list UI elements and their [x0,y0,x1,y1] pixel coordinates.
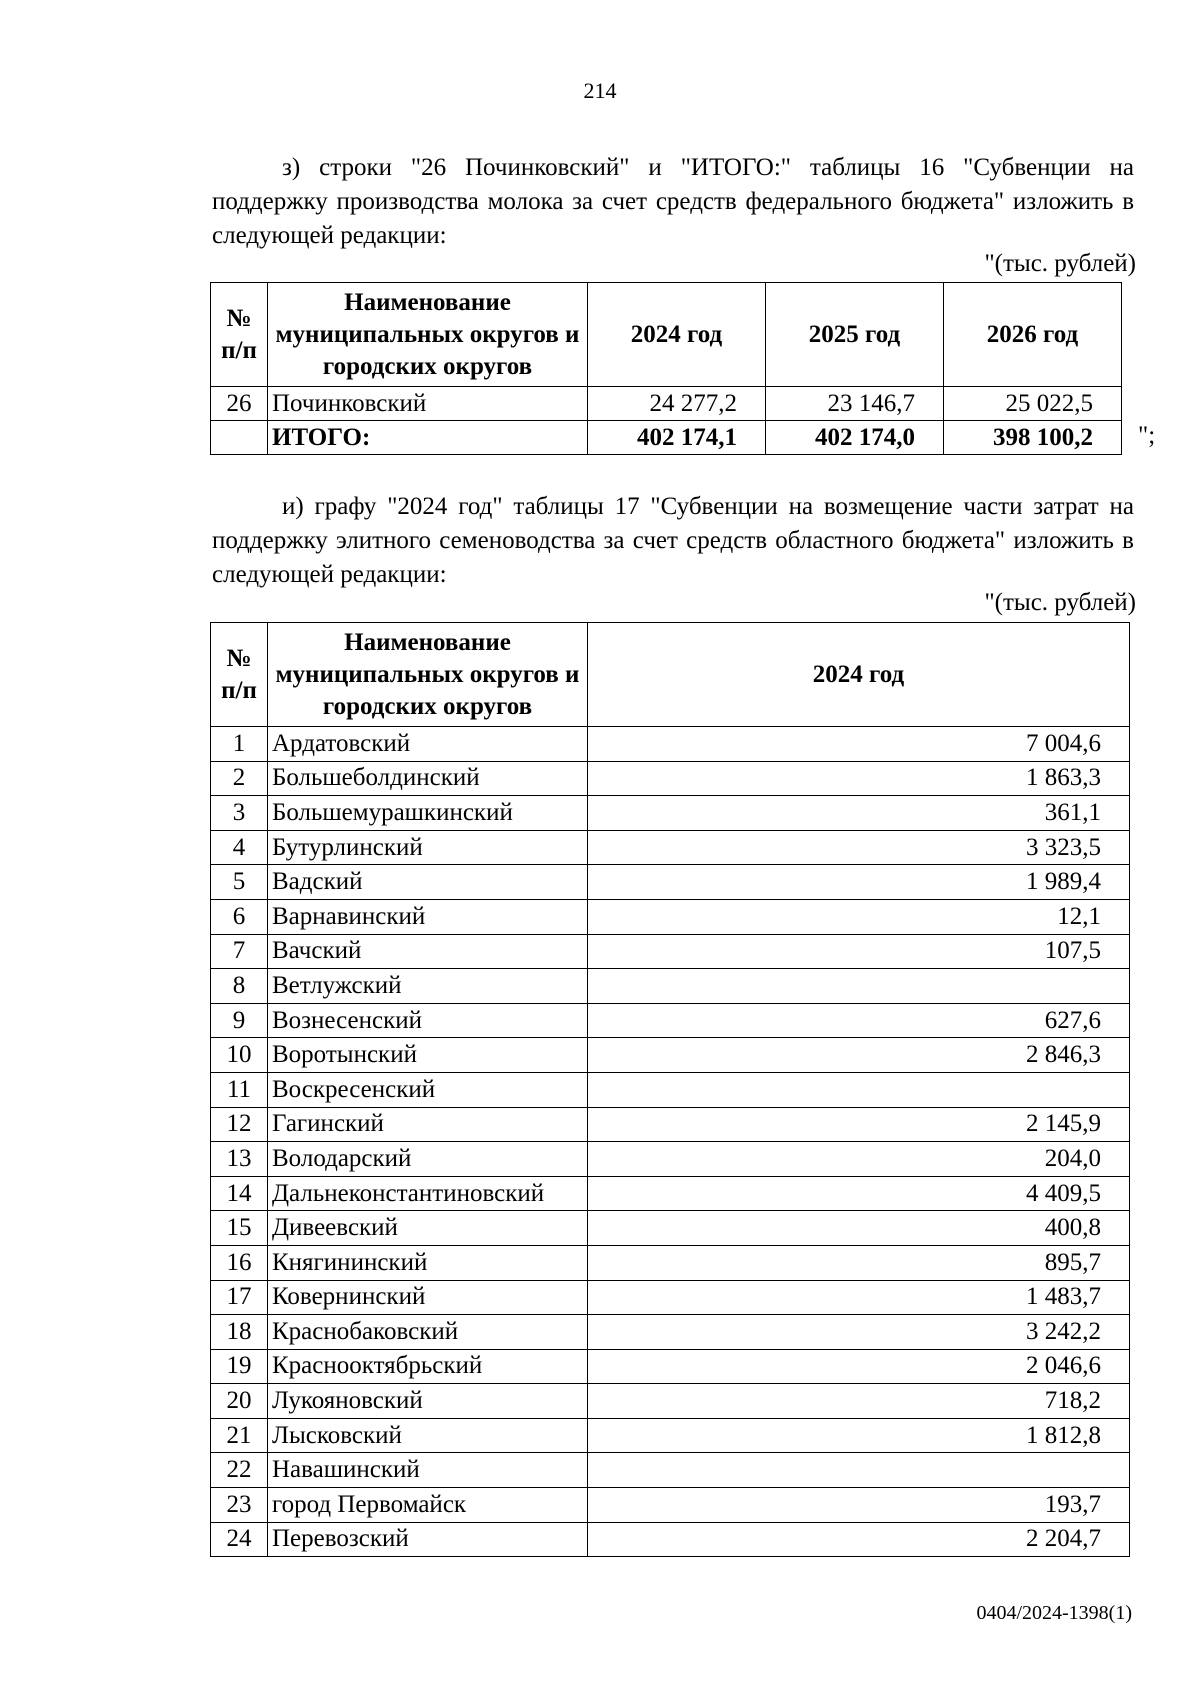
row-name: Починковский [268,387,588,421]
table-row [211,1315,1130,1350]
row-2024: 2 145,9 [588,1107,1130,1142]
row-2025: 23 146,7 [766,387,944,421]
row-name: Лукояновский [268,1384,588,1419]
table-row [211,1211,1130,1246]
table-row [211,727,1130,762]
header-num: № п/п [211,283,268,387]
row-number: 26 [211,387,268,421]
row-2024: 12,1 [588,899,1130,934]
document-code: 0404/2024-1398(1) [976,1602,1132,1624]
header-2024: 2024 год [588,283,766,387]
row-2026: 398 100,2 [944,421,1122,455]
row-number: 24 [211,1522,268,1557]
table-row [211,969,1130,1004]
row-number: 19 [211,1349,268,1384]
row-number: 2 [211,761,268,796]
table-row [211,899,1130,934]
row-name: Вознесенский [268,1003,588,1038]
row-2024: 2 204,7 [588,1522,1130,1557]
row-name: Гагинский [268,1107,588,1142]
header-2025: 2025 год [766,283,944,387]
table-row [211,934,1130,969]
section-i-text: и) графу "2024 год" таблицы 17 "Субвенции на возмещение части затрат на поддержку элитного семеноводства за счет средств областного бюджета" изложить в следующей редакции: [212,493,1134,588]
row-2024: 1 483,7 [588,1280,1130,1315]
section-z-text: з) строки "26 Починковский" и "ИТОГО:" таблицы 16 "Субвенции на поддержку производства молока за счет средств федерального бюджета" изложить в следующей редакции: [212,154,1134,249]
row-number: 7 [211,934,268,969]
row-2024: 627,6 [588,1003,1130,1038]
row-2024: 402 174,1 [588,421,766,455]
table-row [211,830,1130,865]
row-2024: 2 046,6 [588,1349,1130,1384]
row-2025: 402 174,0 [766,421,944,455]
row-number: 13 [211,1142,268,1177]
row-2024: 361,1 [588,796,1130,831]
table-row [211,1453,1130,1488]
row-2024: 1 863,3 [588,761,1130,796]
row-2024: 2 846,3 [588,1038,1130,1073]
header-2024: 2024 год [588,623,1130,727]
row-2024: 24 277,2 [588,387,766,421]
row-name: Лысковский [268,1418,588,1453]
table-row [211,1522,1130,1557]
table-row [211,761,1130,796]
row-name: город Первомайск [268,1488,588,1523]
row-2026: 25 022,5 [944,387,1122,421]
row-2024: 3 323,5 [588,830,1130,865]
row-number: 3 [211,796,268,831]
row-2024: 1 989,4 [588,865,1130,900]
row-number: 8 [211,969,268,1004]
row-2024 [588,969,1130,1004]
table-row [211,1142,1130,1177]
table-row [211,1107,1130,1142]
table-row [211,865,1130,900]
row-name: Большемурашкинский [268,796,588,831]
section-i-units: "(тыс. рублей) [984,589,1136,616]
row-number: 23 [211,1488,268,1523]
row-2024: 895,7 [588,1245,1130,1280]
row-name: Краснобаковский [268,1315,588,1350]
table-row [211,421,1122,455]
row-number: 17 [211,1280,268,1315]
row-name: ИТОГО: [268,421,588,455]
row-2024: 7 004,6 [588,727,1130,762]
closing-quote: "; [1138,422,1156,449]
header-name: Наименование муниципальных округов и городских округов [268,623,588,727]
row-name: Княгининский [268,1245,588,1280]
row-number: 15 [211,1211,268,1246]
row-name: Вачский [268,934,588,969]
row-number: 9 [211,1003,268,1038]
table-row [211,1176,1130,1211]
row-name: Володарский [268,1142,588,1177]
row-number: 6 [211,899,268,934]
table-row [211,1003,1130,1038]
table-row [211,1280,1130,1315]
table-header-row [211,623,1130,727]
header-num: № п/п [211,623,268,727]
row-name: Воскресенский [268,1072,588,1107]
row-number: 10 [211,1038,268,1073]
header-2026: 2026 год [944,283,1122,387]
table-row [211,387,1122,421]
section-z-units: "(тыс. рублей) [984,250,1136,277]
row-name: Ардатовский [268,727,588,762]
row-2024: 400,8 [588,1211,1130,1246]
row-name: Ветлужский [268,969,588,1004]
table-row [211,1349,1130,1384]
row-name: Дальнеконстантиновский [268,1176,588,1211]
row-number: 5 [211,865,268,900]
row-name: Вадский [268,865,588,900]
page-number: 214 [583,78,617,103]
row-2024 [588,1453,1130,1488]
row-number: 4 [211,830,268,865]
table-header-row [211,283,1122,387]
row-name: Краснооктябрьский [268,1349,588,1384]
row-number: 22 [211,1453,268,1488]
table-row [211,1488,1130,1523]
row-name: Перевозский [268,1522,588,1557]
table-row [211,1072,1130,1107]
row-name: Воротынский [268,1038,588,1073]
row-number: 14 [211,1176,268,1211]
row-2024: 107,5 [588,934,1130,969]
row-number: 1 [211,727,268,762]
row-name: Ковернинский [268,1280,588,1315]
header-name: Наименование муниципальных округов и городских округов [268,283,588,387]
row-name: Навашинский [268,1453,588,1488]
table-row [211,796,1130,831]
row-2024: 718,2 [588,1384,1130,1419]
table-row [211,1245,1130,1280]
row-number: 18 [211,1315,268,1350]
table-17 [210,622,1130,1557]
row-2024: 3 242,2 [588,1315,1130,1350]
table-row [211,1038,1130,1073]
row-2024 [588,1072,1130,1107]
row-number: 20 [211,1384,268,1419]
row-number: 12 [211,1107,268,1142]
row-2024: 4 409,5 [588,1176,1130,1211]
row-name: Бутурлинский [268,830,588,865]
row-number [211,421,268,455]
row-number: 11 [211,1072,268,1107]
row-name: Варнавинский [268,899,588,934]
row-2024: 1 812,8 [588,1418,1130,1453]
table-16 [210,282,1122,455]
row-number: 21 [211,1418,268,1453]
row-2024: 204,0 [588,1142,1130,1177]
table-row [211,1418,1130,1453]
row-name: Большеболдинский [268,761,588,796]
row-name: Дивеевский [268,1211,588,1246]
table-row [211,1384,1130,1419]
row-number: 16 [211,1245,268,1280]
row-2024: 193,7 [588,1488,1130,1523]
